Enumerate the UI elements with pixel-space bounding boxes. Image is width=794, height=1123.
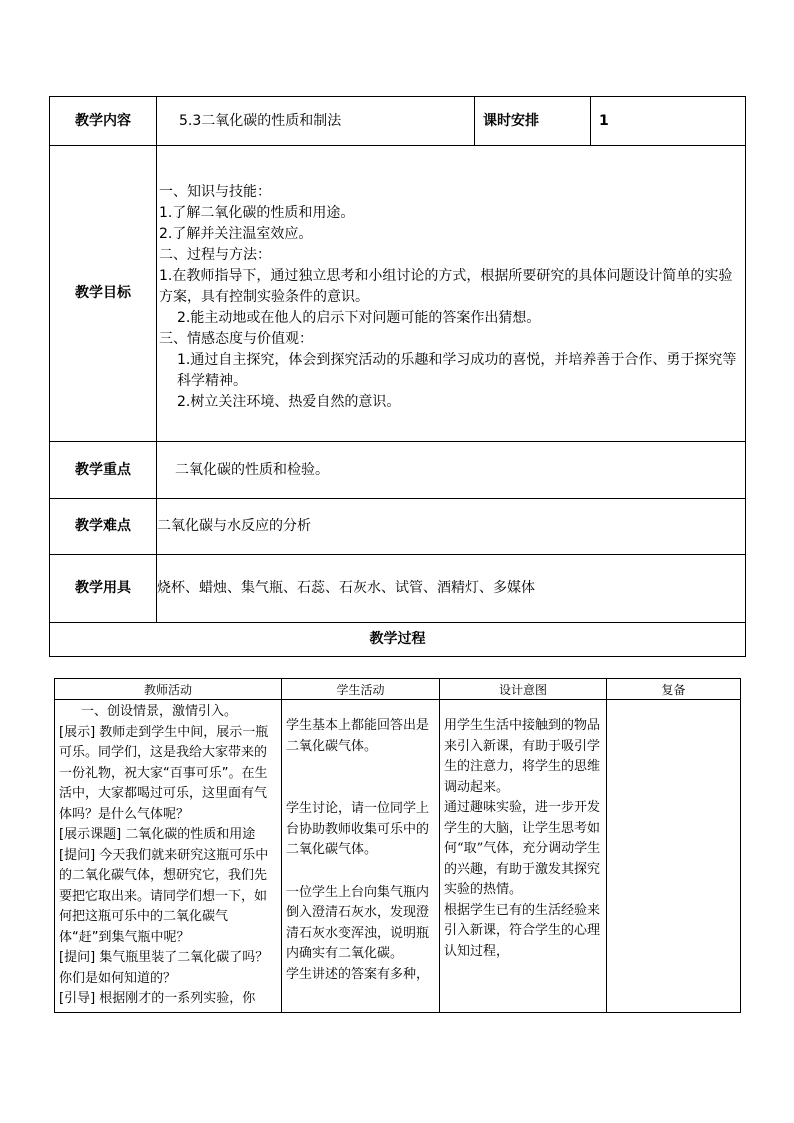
goals-line: 1.了解二氧化碳的性质和用途。 (159, 205, 355, 221)
goals-line: 三、情感态度与价值观： (159, 331, 313, 347)
teacher-activity-cell (55, 700, 282, 1013)
hours-label: 课时安排 (475, 97, 591, 146)
goals-content (157, 146, 746, 442)
teacher-line: [引导] 根据刚才的一系列实验，你 (59, 991, 256, 1006)
header-design: 设计意图 (440, 679, 607, 700)
header-teacher: 教师活动 (55, 679, 282, 700)
lesson-info-table (49, 96, 746, 657)
content-label: 教学内容 (50, 97, 157, 146)
teacher-line: [展示] 教师走到学生中间，展示一瓶可乐。同学们，这是我给大家带来的一份礼物，祝大家“百事可乐”。在生活中，大家都喝过可乐，这里面有气体吗？是什么气体呢？ (59, 724, 269, 822)
design-line: 通过趣味实验，进一步开发学生的大脑，让学生思考如何“取”气体，充分调动学生的兴趣，有助于激发其探究实验的热情。 (444, 800, 601, 897)
teacher-line: 一、创设情景，激情引入。 (81, 704, 238, 719)
review-cell[interactable] (607, 700, 741, 1013)
student-line: 学生基本上都能回答出是二氧化碳气体。 (286, 718, 430, 754)
teacher-line: [提问] 今天我们就来研究这瓶可乐中的二氧化碳气体，想研究它，我们先要把它取出来。请同学们想一下，如何把这瓶可乐中的二氧化碳气体“赶”到集气瓶中呢？ (59, 847, 269, 945)
design-intent-cell (440, 700, 607, 1013)
goals-label: 教学目标 (50, 146, 157, 442)
goals-line: 2.了解并关注温室效应。 (159, 226, 313, 242)
goals-line: 二、过程与方法： (159, 247, 271, 263)
teacher-line: [提问] 集气瓶里装了二氧化碳了吗？你们是如何知道的？ (59, 950, 269, 986)
process-table (54, 678, 741, 1013)
goals-line: 1.在教师指导下，通过独立思考和小组讨论的方式，根据所要研究的具体问题设计简单的实验方案，具有控制实验条件的意识。 (159, 268, 733, 305)
design-line: 用学生生活中接触到的物品来引入新课，有助于吸引学生的注意力，将学生的思维调动起来。 (444, 718, 601, 795)
tools-value: 烧杯、蜡烛、集气瓶、石蕊、石灰水、试管、酒精灯、多媒体 (157, 555, 746, 623)
goals-line: 1.通过自主探究，体会到探究活动的乐趣和学习成功的喜悦，并培养善于合作、勇于探究等科学精神。 (177, 352, 737, 389)
teacher-line: [展示课题] 二氧化碳的性质和用途 (59, 827, 256, 842)
difficulty-value: 二氧化碳与水反应的分析 (157, 499, 746, 555)
student-activity-cell (282, 700, 440, 1013)
tools-label: 教学用具 (50, 555, 157, 623)
header-review: 复备 (607, 679, 741, 700)
student-line: 学生讲述的答案有多种， (286, 966, 430, 982)
goals-line: 2.能主动地或在他人的启示下对问题可能的答案作出猜想。 (177, 310, 541, 326)
student-line: 学生讨论，请一位同学上台协助教师收集可乐中的二氧化碳气体。 (286, 801, 430, 857)
goals-line: 一、知识与技能： (159, 184, 271, 200)
difficulty-label: 教学难点 (50, 499, 157, 555)
student-line: 一位学生上台向集气瓶内倒入澄清石灰水，发现澄清石灰水变浑浊，说明瓶内确实有二氧化碳。 (286, 884, 430, 961)
key-value: 二氧化碳的性质和检验。 (157, 442, 746, 499)
header-student: 学生活动 (282, 679, 440, 700)
goals-line: 2.树立关注环境、热爱自然的意识。 (177, 394, 401, 410)
design-line: 根据学生已有的生活经验来引入新课，符合学生的心理认知过程， (444, 902, 601, 959)
hours-value: 1 (591, 97, 746, 146)
process-heading: 教学过程 (50, 623, 746, 657)
key-label: 教学重点 (50, 442, 157, 499)
content-value: 5.3二氧化碳的性质和制法 (157, 97, 475, 146)
